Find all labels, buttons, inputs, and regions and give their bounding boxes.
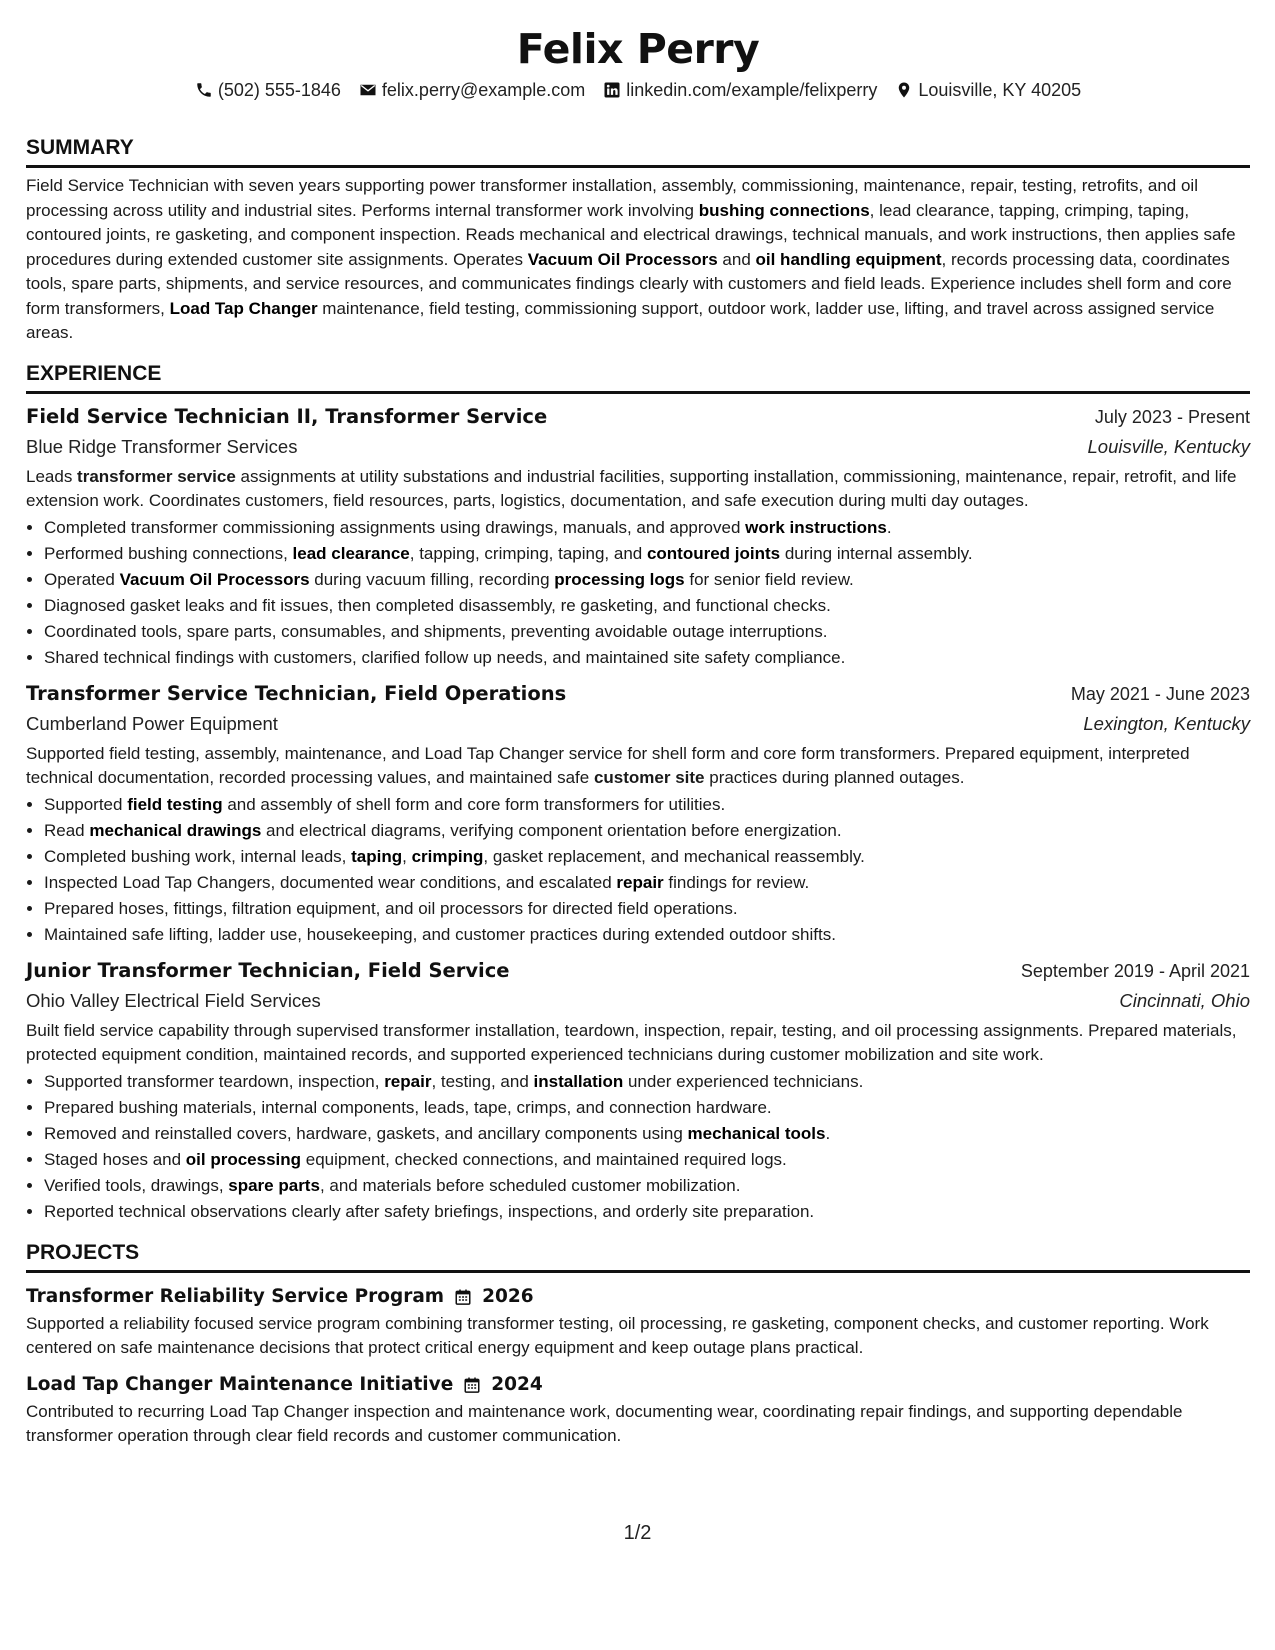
bullet-item (44, 1173, 1250, 1199)
emphasis-text: Vacuum Oil Processors (527, 249, 718, 269)
text-run: findings for review. (663, 872, 810, 892)
job-header (26, 402, 1250, 432)
contact-phone (195, 76, 341, 104)
text-run: Supported (44, 794, 128, 814)
job-title: Junior Transformer Technician, Field Service (26, 958, 510, 982)
job-subheader (26, 986, 1250, 1016)
bullet-item (44, 922, 1250, 948)
emphasis-text: crimping (411, 846, 484, 866)
text-run: equipment, checked connections, and maintained required logs. (301, 1149, 787, 1169)
contact-email-text[interactable]: felix.perry@example.com (381, 80, 586, 100)
emphasis-text: lead clearance (292, 543, 410, 563)
project-year: 2024 (491, 1373, 543, 1395)
emphasis-text: customer site (593, 767, 705, 787)
job-entry (26, 956, 1250, 1225)
bullet-item (44, 1147, 1250, 1173)
job-company: Blue Ridge Transformer Services (26, 435, 298, 457)
text-run: , gasket replacement, and mechanical reassembly. (483, 846, 865, 866)
experience-heading: EXPERIENCE (26, 360, 1250, 394)
contact-location (895, 76, 1081, 104)
text-run: Operated (44, 569, 120, 589)
text-run: assignments at utility substations and industrial facilities, supporting installation, commissioning, maintenance, repair, retrofit, and life extension work. Coordinates customers, field resources, parts, logistics, documentation, and safe execution during multi day outages. (26, 466, 1237, 510)
job-location: Cincinnati, Ohio (1119, 989, 1250, 1011)
job-dates: September 2019 - April 2021 (1020, 960, 1250, 981)
job-title: Field Service Technician II, Transformer Service (26, 404, 548, 428)
job-subheader (26, 709, 1250, 739)
text-run: , testing, and (431, 1071, 534, 1091)
text-run: Completed bushing work, internal leads, (44, 846, 352, 866)
summary-heading: SUMMARY (26, 134, 1250, 168)
job-subheader (26, 432, 1250, 462)
text-run: Supported field testing, assembly, maintenance, and Load Tap Changer service for shell form and core form transformers. Prepared equipment, interpreted technical documentation, recorded processing values, and maintained safe (26, 743, 1190, 787)
emphasis-text: transformer service (77, 466, 236, 486)
text-run: and electrical diagrams, verifying component orientation before energization. (261, 820, 842, 840)
emphasis-text: Vacuum Oil Processors (119, 569, 310, 589)
emphasis-text: repair (616, 872, 664, 892)
map-pin-icon (895, 81, 913, 99)
project-entry (26, 1371, 1250, 1449)
job-entry (26, 402, 1250, 671)
contact-email[interactable] (359, 76, 585, 104)
text-run: Shared technical findings with customers, clarified follow up needs, and maintained site safety compliance. (44, 647, 846, 667)
text-run: , and materials before scheduled customer mobilization. (319, 1175, 741, 1195)
calendar-icon (454, 1288, 472, 1306)
project-description: Supported a reliability focused service program combining transformer testing, oil processing, re gasketing, component checks, and customer reporting. Work centered on safe maintenance decisions that protect critical energy equipment and keep outage plans practical. (26, 1313, 1209, 1357)
project-name: Transformer Reliability Service Program (26, 1285, 445, 1307)
project-header (26, 1283, 1250, 1311)
text-run: Read (44, 820, 90, 840)
emphasis-text: mechanical tools (687, 1123, 826, 1143)
text-run: Staged hoses and (44, 1149, 186, 1169)
phone-icon (195, 81, 213, 99)
bullet-item (44, 1121, 1250, 1147)
linkedin-icon (603, 81, 621, 99)
project-header (26, 1371, 1250, 1399)
job-summary (26, 1019, 1250, 1067)
text-run: , lead clearance, tapping, crimping, taping, contoured joints, re gasketing, and component inspection. Reads mechanical and electrical drawings, technical manuals, and work instructions, then applies safe procedures during extended customer site assignments. Operates (26, 200, 1236, 269)
project-description: Contributed to recurring Load Tap Changer inspection and maintenance work, documenting wear, coordinating repair findings, and supporting dependable transformer operation through clear field records and customer communication. (26, 1401, 1183, 1445)
job-bullets (26, 792, 1250, 948)
text-run: Verified tools, drawings, (44, 1175, 229, 1195)
emphasis-text: oil processing (185, 1149, 302, 1169)
bullet-item (44, 896, 1250, 922)
text-run: under experienced technicians. (623, 1071, 864, 1091)
text-run: Coordinated tools, spare parts, consumables, and shipments, preventing avoidable outage interruptions. (44, 621, 828, 641)
projects-heading: PROJECTS (26, 1239, 1250, 1273)
candidate-name: Felix Perry (516, 25, 760, 73)
resume-page (26, 0, 1250, 1449)
text-run: Prepared hoses, fittings, filtration equipment, and oil processors for directed field operations. (44, 898, 738, 918)
job-location: Louisville, Kentucky (1087, 435, 1250, 457)
text-run: Reported technical observations clearly after safety briefings, inspections, and orderly site preparation. (44, 1201, 815, 1221)
text-run: Diagnosed gasket leaks and fit issues, then completed disassembly, re gasketing, and functional checks. (44, 595, 831, 615)
contact-linkedin[interactable] (603, 76, 877, 104)
emphasis-text: work instructions (745, 517, 887, 537)
emphasis-text: taping (351, 846, 403, 866)
emphasis-text: Load Tap Changer (169, 298, 318, 318)
bullet-item (44, 818, 1250, 844)
job-dates: May 2021 - June 2023 (1070, 683, 1250, 704)
text-run: and assembly of shell form and core form transformers for utilities. (222, 794, 726, 814)
bullet-item (44, 1095, 1250, 1121)
bullet-item (44, 645, 1250, 671)
project-list (26, 1283, 1250, 1449)
text-run: Removed and reinstalled covers, hardware, gaskets, and ancillary components using (44, 1123, 688, 1143)
page-number: 1/2 (623, 1522, 652, 1544)
job-summary (26, 742, 1250, 790)
bullet-item (44, 1069, 1250, 1095)
project-entry (26, 1283, 1250, 1361)
job-summary (26, 465, 1250, 513)
emphasis-text: mechanical drawings (89, 820, 262, 840)
job-bullets (26, 1069, 1250, 1225)
contact-phone-text: (502) 555-1846 (217, 80, 341, 100)
text-run: Maintained safe lifting, ladder use, housekeeping, and customer practices during extended outdoor shifts. (44, 924, 836, 944)
emphasis-text: field testing (127, 794, 223, 814)
text-run: Completed transformer commissioning assignments using drawings, manuals, and approved (44, 517, 746, 537)
text-run: Prepared bushing materials, internal components, leads, tape, crimps, and connection hardware. (44, 1097, 772, 1117)
emphasis-text: installation (533, 1071, 624, 1091)
calendar-icon (463, 1376, 481, 1394)
emphasis-text: spare parts (228, 1175, 320, 1195)
bullet-item (44, 792, 1250, 818)
text-run: . (886, 517, 892, 537)
job-company: Cumberland Power Equipment (26, 712, 278, 734)
text-run: Field Service Technician with seven years supporting power transformer installation, assembly, commissioning, maintenance, repair, testing, retrofits, and oil processing across utility and industrial sites. Performs internal transformer work involving (26, 176, 1198, 220)
emphasis-text: oil handling equipment (755, 249, 942, 269)
bullet-item (44, 1199, 1250, 1225)
bullet-item (44, 567, 1250, 593)
job-dates: July 2023 - Present (1094, 406, 1250, 427)
bullet-item (44, 844, 1250, 870)
bullet-item (44, 593, 1250, 619)
emphasis-text: processing logs (554, 569, 685, 589)
contact-location-text: Louisville, KY 40205 (918, 80, 1082, 100)
job-entry (26, 679, 1250, 948)
job-header (26, 956, 1250, 986)
emphasis-text: repair (384, 1071, 432, 1091)
job-company: Ohio Valley Electrical Field Services (26, 989, 321, 1011)
job-location: Lexington, Kentucky (1083, 712, 1250, 734)
text-run: Inspected Load Tap Changers, documented wear conditions, and escalated (44, 872, 617, 892)
text-run: Performed bushing connections, (44, 543, 293, 563)
bullet-item (44, 515, 1250, 541)
summary-text (26, 174, 1250, 346)
text-run: Built field service capability through supervised transformer installation, teardown, inspection, repair, testing, and oil processing assignments. Prepared materials, protected equipment condition, maintained records, and supported experienced technicians during customer mobilization and site work. (26, 1020, 1237, 1064)
emphasis-text: bushing connections (698, 200, 870, 220)
bullet-item (44, 870, 1250, 896)
project-year: 2026 (482, 1285, 534, 1307)
text-run: , (402, 846, 412, 866)
text-run: for senior field review. (684, 569, 854, 589)
contact-linkedin-text[interactable]: linkedin.com/example/felixperry (626, 80, 878, 100)
text-run: , records processing data, coordinates tools, spare parts, shipments, and service resources, and communicates findings clearly with customers and field leads. Experience includes shell form and core form transformers, (26, 249, 1232, 318)
text-run: during internal assembly. (780, 543, 973, 563)
text-run: maintenance, field testing, commissioning support, outdoor work, ladder use, lifting, and travel across assigned service areas. (26, 298, 1215, 342)
emphasis-text: contoured joints (646, 543, 781, 563)
text-run: Leads (26, 466, 78, 486)
text-run: Supported transformer teardown, inspection, (44, 1071, 385, 1091)
bullet-item (44, 619, 1250, 645)
envelope-icon (359, 81, 377, 99)
contact-bar (26, 76, 1250, 104)
job-title: Transformer Service Technician, Field Operations (26, 681, 567, 705)
text-run: practices during planned outages. (704, 767, 965, 787)
project-name: Load Tap Changer Maintenance Initiative (26, 1373, 454, 1395)
bullet-item (44, 541, 1250, 567)
job-header (26, 679, 1250, 709)
text-run: . (825, 1123, 831, 1143)
text-run: , tapping, crimping, taping, and (409, 543, 647, 563)
job-bullets (26, 515, 1250, 671)
text-run: during vacuum filling, recording (309, 569, 555, 589)
text-run: and (717, 249, 756, 269)
experience-list (26, 402, 1250, 1225)
